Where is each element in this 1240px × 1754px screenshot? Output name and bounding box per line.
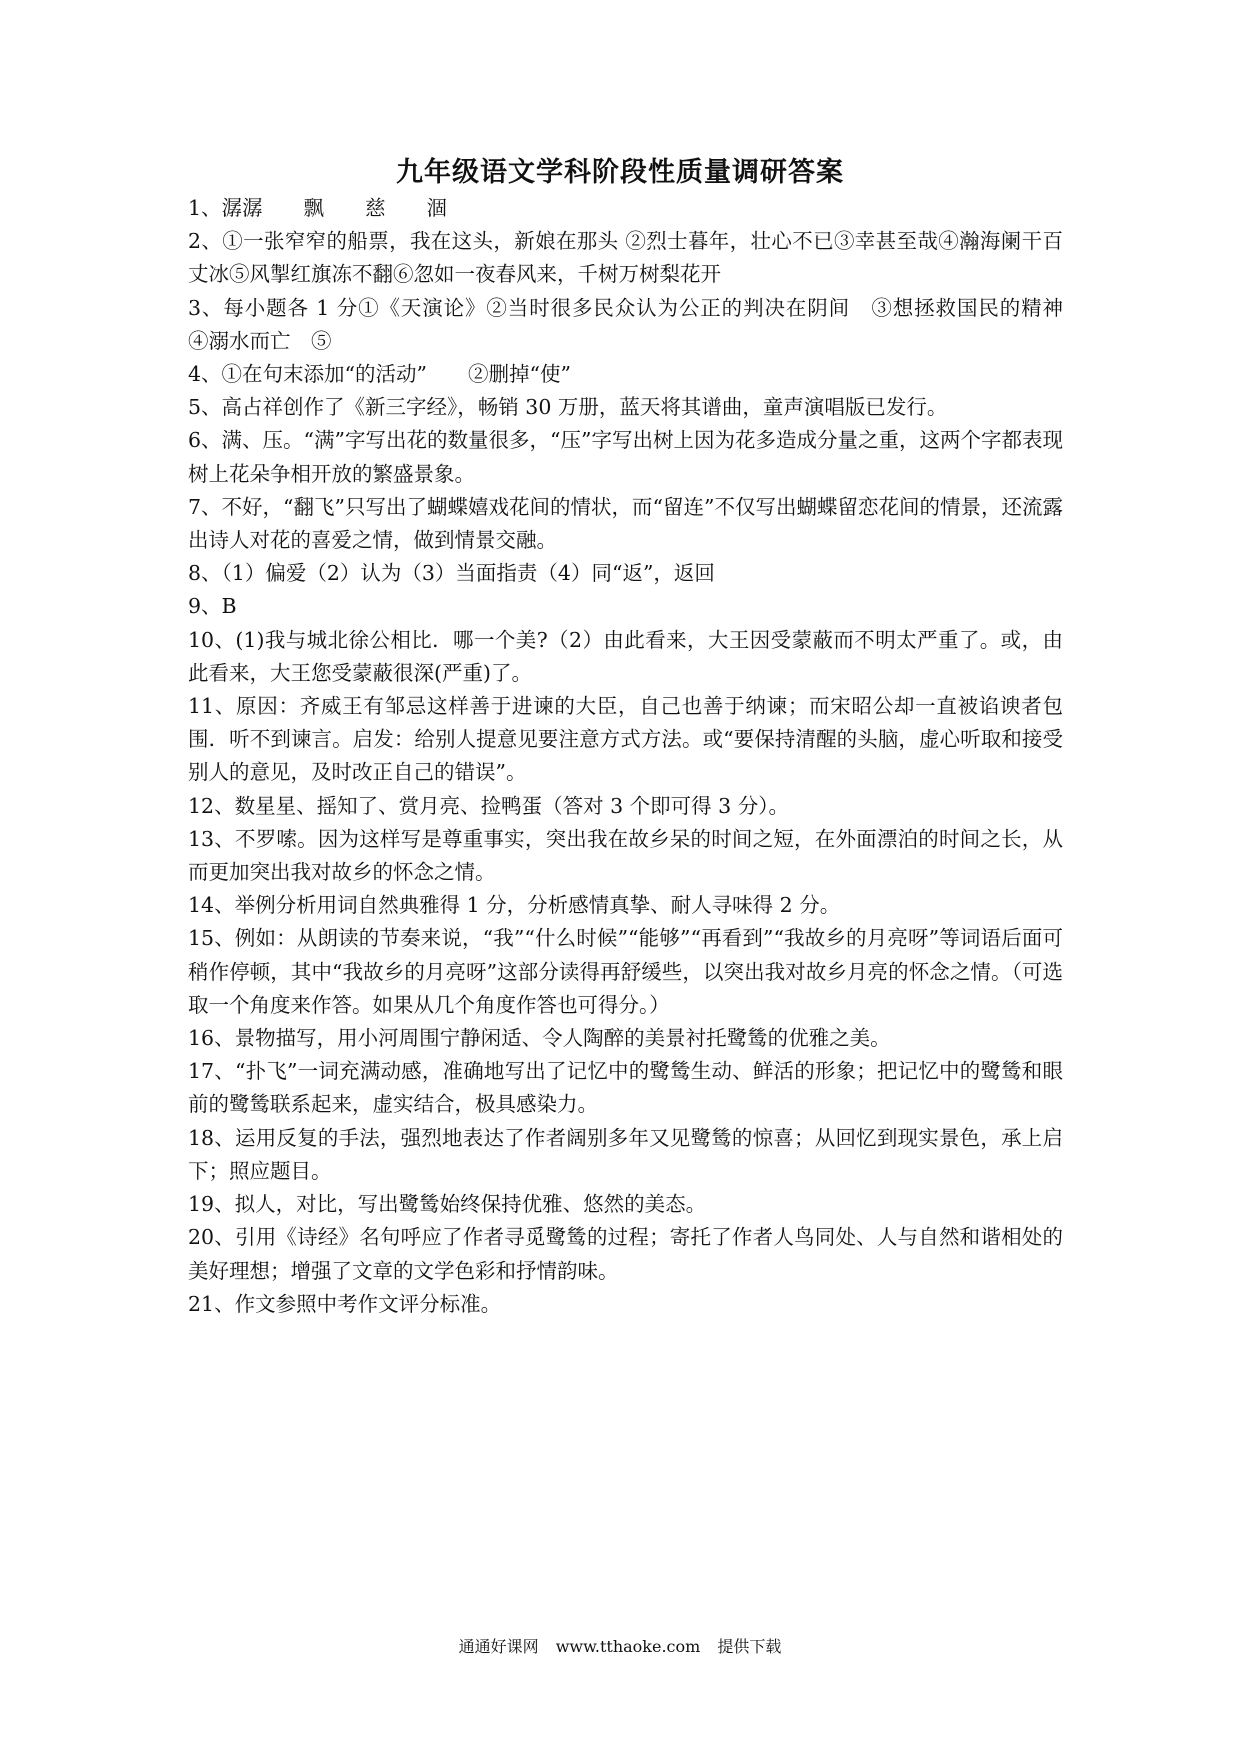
answer-item: 21、作文参照中考作文评分标准。 bbox=[188, 1291, 502, 1316]
answer-item: 14、举例分析用词自然典雅得 1 分，分析感情真挚、耐人寻味得 2 分。 bbox=[188, 893, 841, 918]
answer-item: 17、“扑飞”一词充满动感，准确地写出了记忆中的鹭鸶生动、鲜活的形象；把记忆中的鹭鸶和眼前的鹭鸶联系起来，虚实结合，极具感染力。 bbox=[188, 1059, 1063, 1117]
footer-url[interactable]: www.tthaoke.com bbox=[555, 1637, 701, 1656]
answer-item: 20、引用《诗经》名句呼应了作者寻觅鹭鸶的过程；寄托了作者人鸟同处、人与自然和谐相处的美好理想；增强了文章的文学色彩和抒情韵味。 bbox=[188, 1225, 1063, 1283]
answer-item: 19、拟人，对比，写出鹭鸶始终保持优雅、悠然的美态。 bbox=[188, 1192, 707, 1217]
answer-item: 12、数星星、摇知了、赏月亮、捡鸭蛋（答对 3 个即可得 3 分）。 bbox=[188, 793, 789, 818]
answer-item: 4、①在句末添加“的活动” ②删掉“使” bbox=[188, 362, 571, 387]
answer-item: 1、潺潺 飘 慈 涸 bbox=[188, 196, 448, 220]
page-footer bbox=[0, 1634, 1240, 1657]
answer-item: 15、例如：从朗读的节奏来说，“我”“什么时候”“能够”“再看到”“我故乡的月亮呀”等词语后面可稍作停顿，其中“我故乡的月亮呀”这部分读得再舒缓些，以突出我对故乡月亮的怀念之情。（可选取一个角度来作答。如果从几个角度作答也可得分。） bbox=[188, 926, 1063, 1017]
answer-item: 5、高占祥创作了《新三字经》，畅销 30 万册，蓝天将其谱曲，童声演唱版已发行。 bbox=[188, 395, 948, 420]
answer-item: 10、(1)我与城北徐公相比．哪一个美?（2）由此看来，大王因受蒙蔽而不明太严重了。或，由此看来，大王您受蒙蔽很深(严重)了。 bbox=[188, 627, 1063, 685]
answer-item: 9、B bbox=[188, 594, 237, 619]
answer-item: 8、（1）偏爱（2）认为（3）当面指责（4）同“返”，返回 bbox=[188, 561, 715, 586]
answer-item: 6、满、压。“满”字写出花的数量很多，“压”字写出树上因为花多造成分量之重，这两个字都表现树上花朵争相开放的繁盛景象。 bbox=[188, 428, 1063, 486]
answer-item: 3、每小题各 1 分①《天演论》②当时很多民众认为公正的判决在阴间 ③想拯救国民的精神 ④溺水而亡 ⑤ bbox=[188, 295, 1084, 353]
footer-site-name: 通通好课网 bbox=[458, 1637, 539, 1656]
answer-item: 16、景物描写，用小河周围宁静闲适、令人陶醉的美景衬托鹭鸶的优雅之美。 bbox=[188, 1026, 891, 1051]
answer-item: 13、不罗嗦。因为这样写是尊重事实，突出我在故乡呆的时间之短，在外面漂泊的时间之长，从而更加突出我对故乡的怀念之情。 bbox=[188, 826, 1063, 885]
answer-item: 18、运用反复的手法，强烈地表达了作者阔别多年又见鹭鸶的惊喜；从回忆到现实景色，承上启下；照应题目。 bbox=[188, 1125, 1063, 1183]
answer-list bbox=[188, 192, 1084, 1321]
answer-item: 2、①一张窄窄的船票，我在这头，新娘在那头 ②烈士暮年，壮心不已③幸甚至哉④瀚海阑干百丈冰⑤风掣红旗冻不翻⑥忽如一夜春风来，千树万树梨花开 bbox=[188, 229, 1063, 287]
footer-suffix: 提供下载 bbox=[717, 1637, 782, 1656]
answer-item: 7、不好，“翻飞”只写出了蝴蝶嬉戏花间的情状，而“留连”不仅写出蝴蝶留恋花间的情景，还流露出诗人对花的喜爱之情，做到情景交融。 bbox=[188, 494, 1063, 553]
answer-item: 11、原因：齐威王有邹忌这样善于进谏的大臣，自己也善于纳谏；而宋昭公却一直被谄谀者包围．听不到谏言。启发：给别人提意见要注意方式方法。或“要保持清醒的头脑，虚心听取和接受别人的意见，及时改正自己的错误”。 bbox=[188, 694, 1063, 785]
page-title: 九年级语文学科阶段性质量调研答案 bbox=[396, 157, 844, 188]
